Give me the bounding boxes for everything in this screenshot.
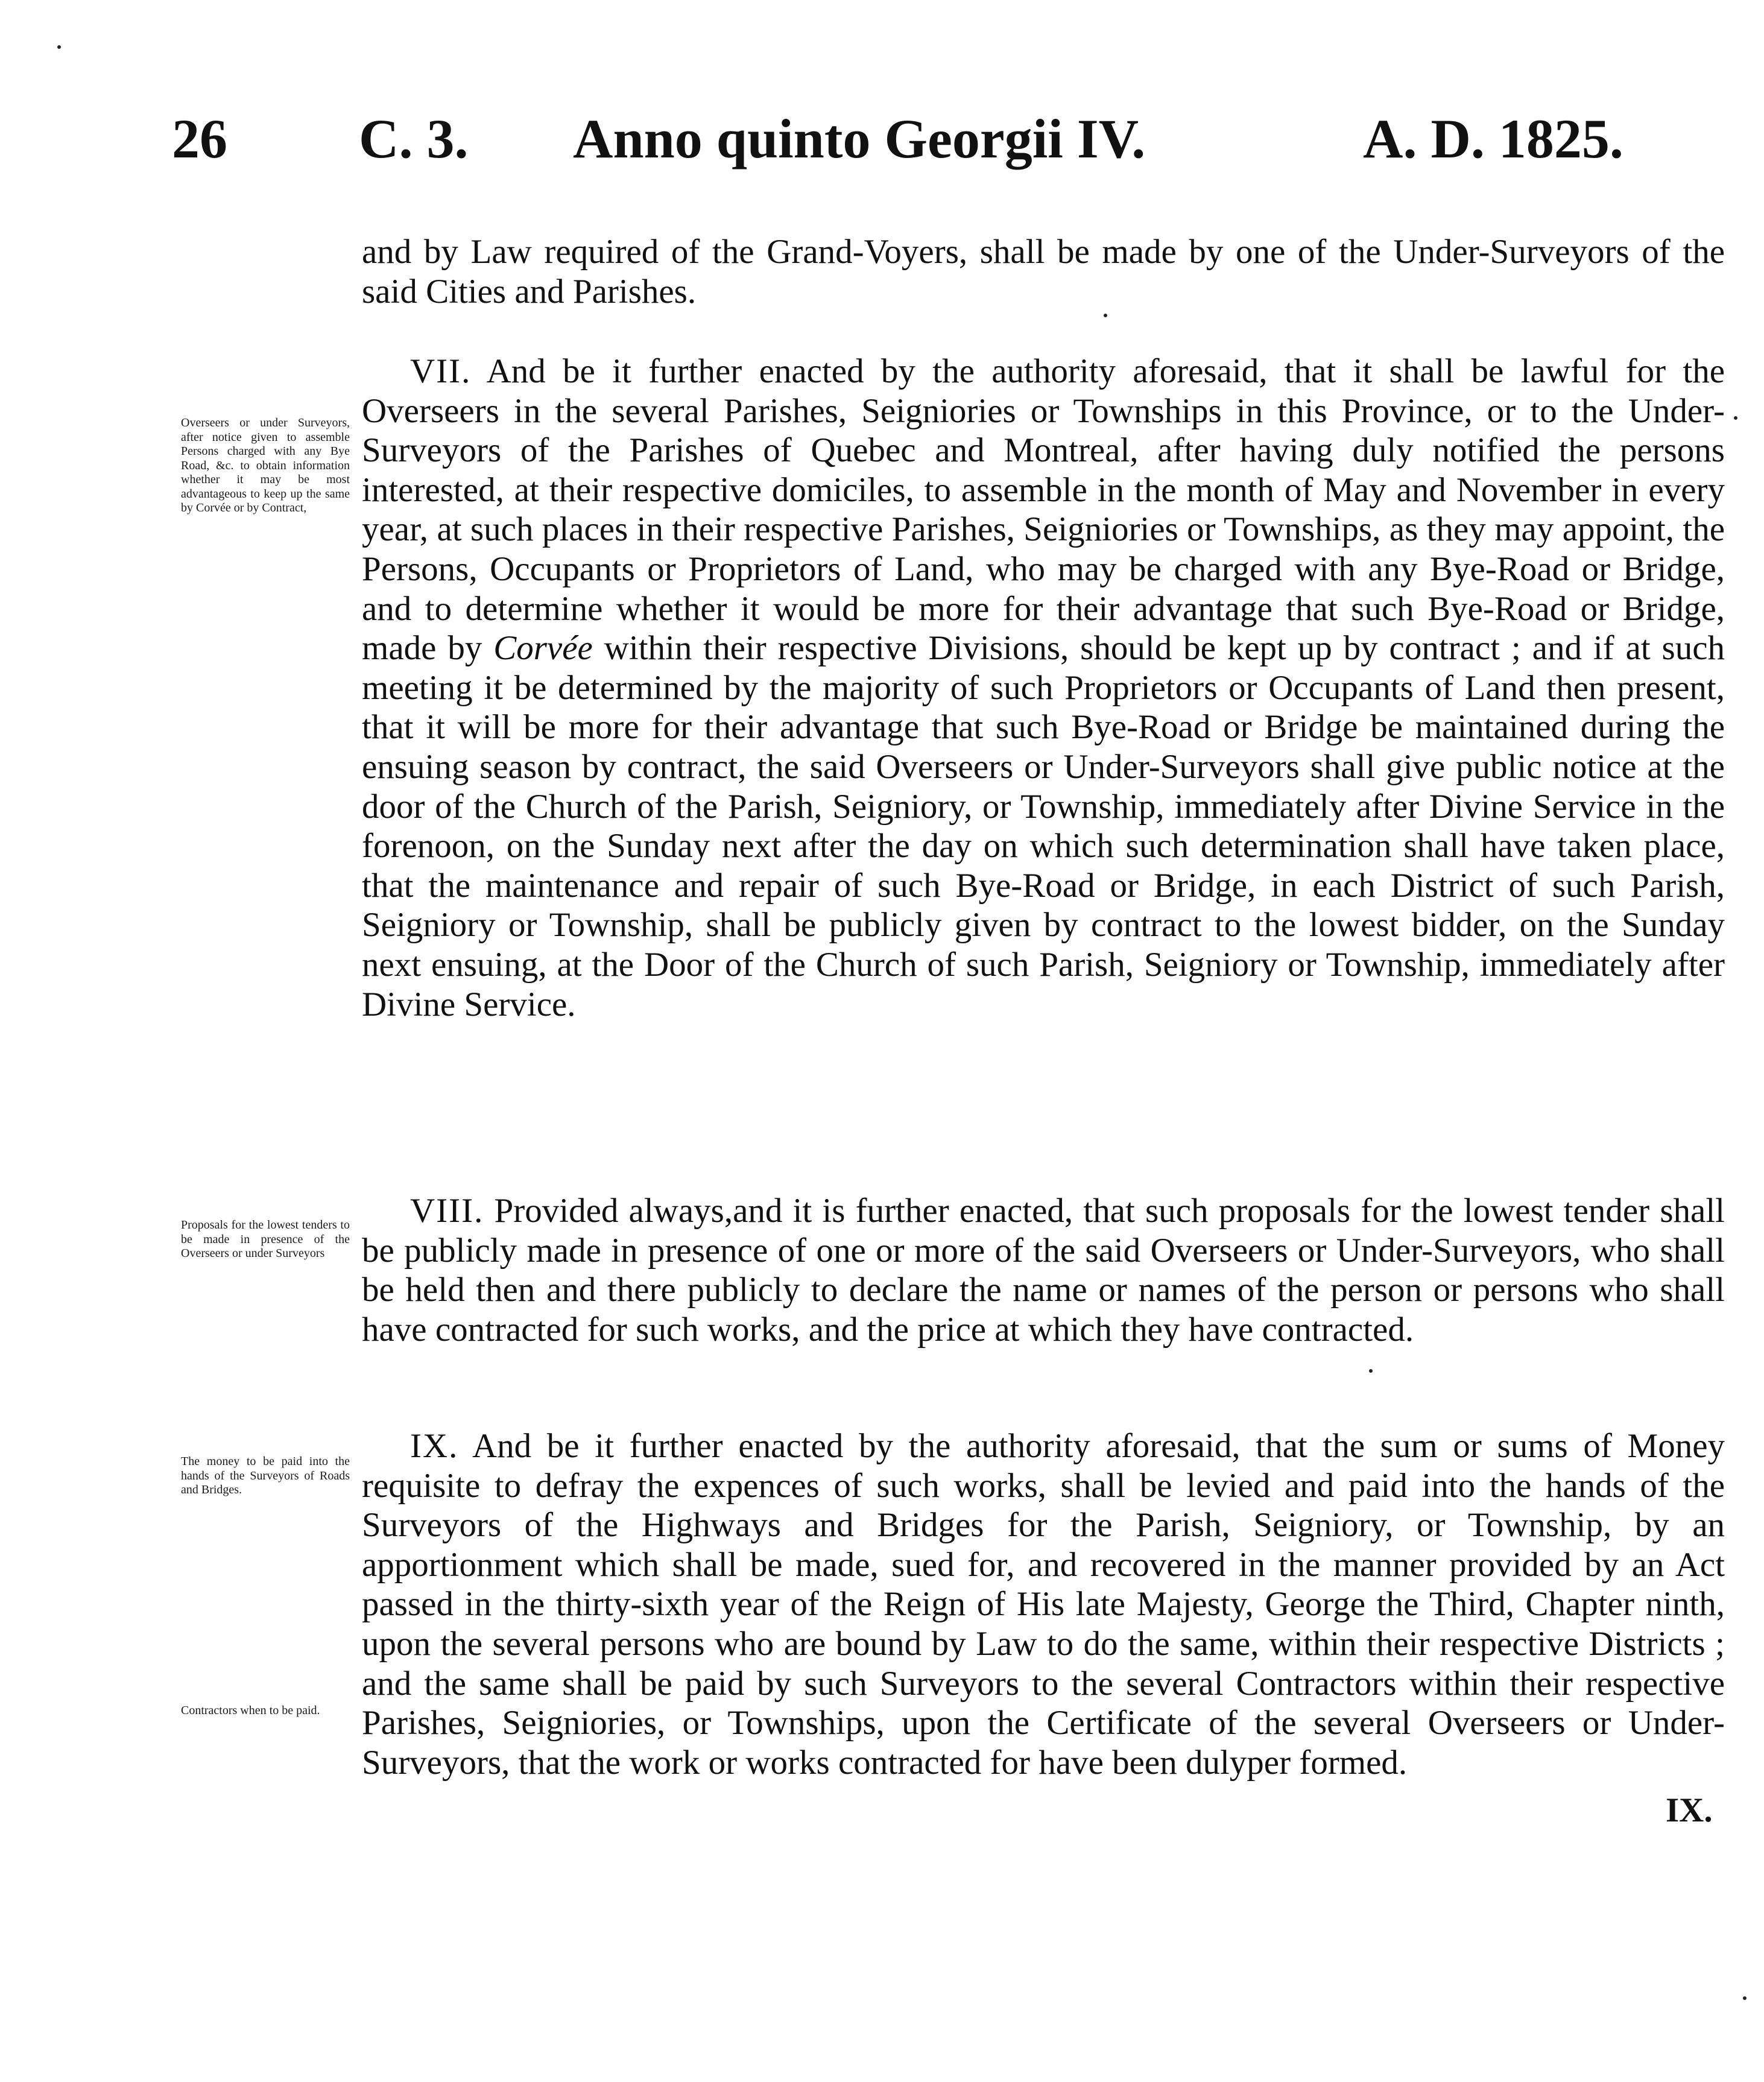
print-speck [1734, 416, 1737, 420]
header-title: Anno quinto Georgii IV. [573, 108, 1146, 169]
print-speck [57, 45, 61, 49]
print-speck [1104, 314, 1107, 317]
section-7-text: And be it further enacted by the authority aforesaid, that it shall be lawful for the Overseers in the several Parishes, Seigniories or Townships in this Province, or to the Under-Surveyors of the Parishes of Quebec and Montreal, after having duly notified the persons interested, at their respective domiciles, to assemble in the month of May and November in every year, at such places in their respective Parishes, Seigniories or Townships, as they may appoint, the Persons, Occupants or Proprietors of Land, who may be charged with any Bye-Road or Bridge, and to determine whether it would be more for their advantage that such Bye-Road or Bridge, made by [362, 352, 1725, 668]
margin-note-contractors: Contractors when to be paid. [181, 1704, 320, 1717]
catchword: IX. [1666, 1791, 1713, 1829]
continuation-paragraph: and by Law required of the Grand-Voyers, shall be made by one of the Under-Surveyors of the said Cities and Parishes. [362, 233, 1725, 311]
section-7-number: VII. [410, 352, 472, 390]
running-header [0, 90, 1764, 187]
section-8-number: VIII. [410, 1192, 484, 1230]
chapter-label: C. 3. [359, 108, 469, 169]
section-7-text-after: within their respective Divisions, should be kept up by contract ; and if at such meeting it be determined by the majority of such Proprietors or Occupants of Land then present, that it will be more for their advantage that such Bye-Road or Bridge be maintained during the ensuing season by contract, the said Overseers or Under-Surveyors shall give public notice at the door of the Church of the Parish, Seigniory, or Township, immediately after Divine Service in the forenoon, on the Sunday next after the day on which such determination shall have taken place, that the maintenance and repair of such Bye-Road or Bridge, in each District of such Parish, Seigniory or Township, shall be publicly given by contract to the lowest bidder, on the Sunday next ensuing, at the Door of the Church of such Parish, Seigniory or Township, immediately after Divine Service. [362, 629, 1725, 1024]
section-8-text: Provided always,and it is further enacted, that such proposals for the lowest tender shall be publicly made in presence of one or more of the said Overseers or Under-Surveyors, who shall be held then and there publicly to declare the name or names of the person or persons who shall have contracted for such works, and the price at which they have contracted. [362, 1192, 1725, 1349]
header-year: A. D. 1825. [1363, 108, 1623, 169]
print-speck [1743, 1996, 1747, 2000]
section-8-paragraph [362, 1191, 1725, 1349]
section-9-text: And be it further enacted by the authority aforesaid, that the sum or sums of Money requisite to defray the expences of such works, shall be levied and paid into the hands of the Surveyors of the Highways and Bridges for the Parish, Seigniory, or Township, by an apportionment which shall be made, sued for, and recovered in the manner provided by an Act passed in the thirty-sixth year of the Reign of His late Majesty, George the Third, Chapter ninth, upon the several persons who are bound by Law to do the same, within their respective Districts ; and the same shall be paid by such Surveyors to the several Contractors within their respective Parishes, Seigniories, or Townships, upon the Certificate of the several Overseers or Under-Surveyors, that the work or works contracted for have been dulyper formed. [362, 1427, 1725, 1782]
print-speck [1369, 1369, 1373, 1373]
section-7-italic-word: Corvée [493, 629, 593, 668]
page-number: 26 [172, 108, 227, 169]
section-9-number: IX. [410, 1427, 459, 1465]
margin-note-overseers: Overseers or under Surveyors, after notice given to assemble Persons charged with any Bye Road, &c. to obtain information whether it may be most advantageous to keep up the same by Corvée or by Contract, [181, 416, 350, 514]
section-9-paragraph [362, 1426, 1725, 1782]
margin-note-money: The money to be paid into the hands of the Surveyors of Roads and Bridges. [181, 1455, 350, 1496]
section-7-paragraph [362, 352, 1725, 1024]
margin-note-proposals: Proposals for the lowest tenders to be made in presence of the Overseers or under Surveyors [181, 1218, 350, 1260]
